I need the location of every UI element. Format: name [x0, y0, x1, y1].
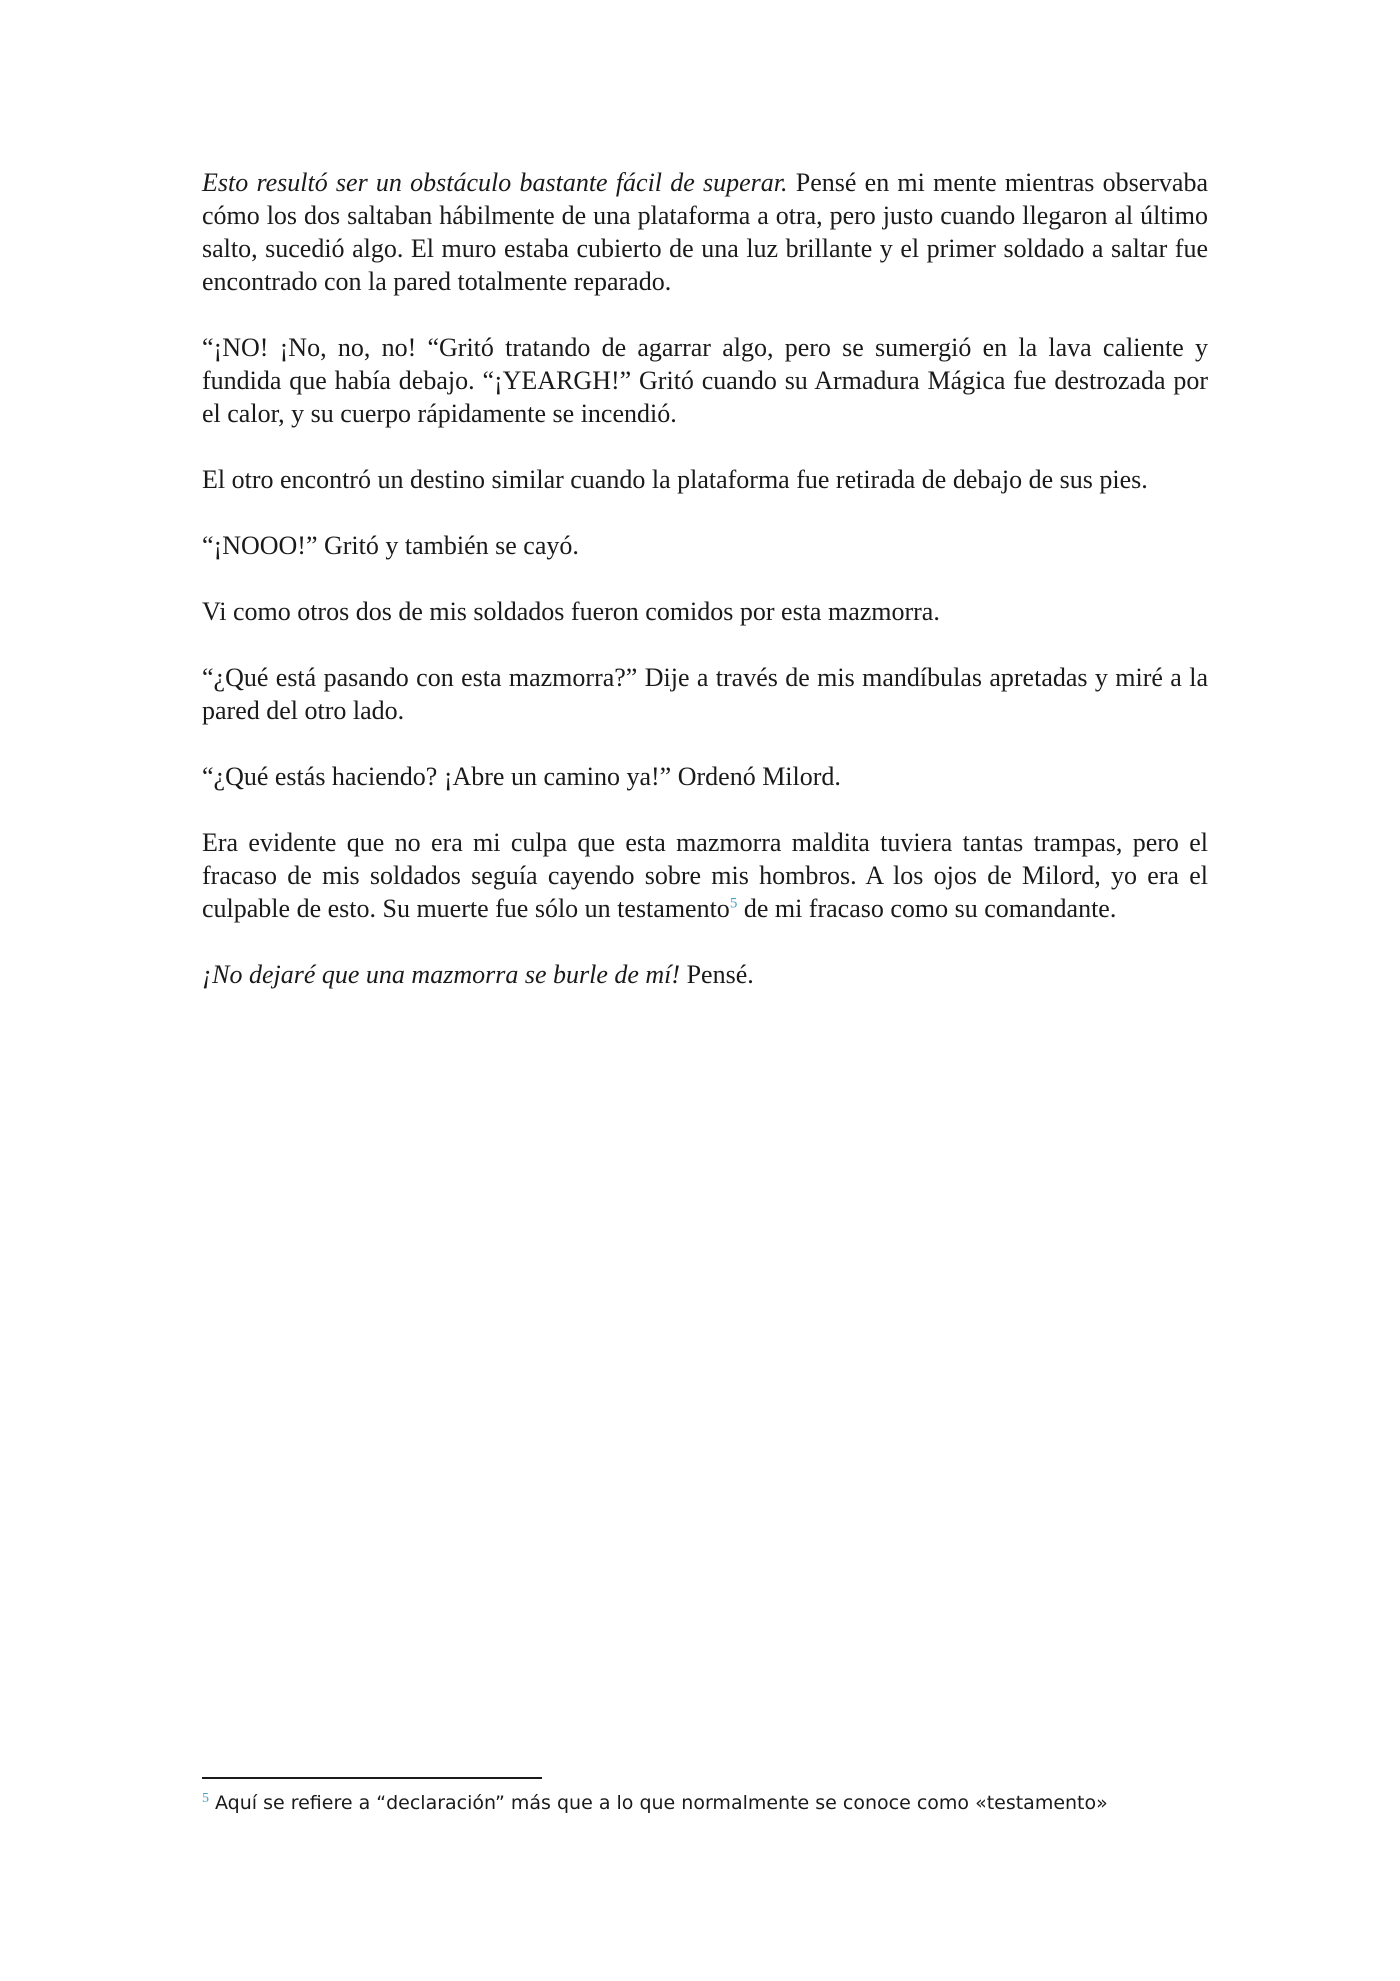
paragraph-text: “¡NOOO!” Gritó y también se cayó.: [202, 531, 579, 560]
paragraph-9: [202, 958, 1208, 991]
paragraph-text: “¿Qué estás haciendo? ¡Abre un camino ya!” Ordenó Milord.: [202, 762, 841, 791]
paragraph-text: “¡NO! ¡No, no, no! “Gritó tratando de agarrar algo, pero se sumergió en la lava caliente y fundida que había debajo. “¡YEARGH!” Gritó cuando su Armadura Mágica fue destrozada por el calor, y su cuerpo rápidamente se incendió.: [202, 333, 1208, 428]
footnote-text: Aquí se refiere a “declaración” más que a lo que normalmente se conoce como «testamento»: [215, 1792, 1108, 1814]
paragraph-2: [202, 331, 1208, 430]
footnote-reference[interactable]: 5: [729, 895, 738, 912]
paragraph-8: [202, 826, 1208, 925]
paragraph-text: “¿Qué está pasando con esta mazmorra?” Dije a través de mis mandíbulas apretadas y miré a la pared del otro lado.: [202, 663, 1208, 725]
footnote-mark: 5: [202, 1790, 209, 1806]
paragraph-text: Vi como otros dos de mis soldados fueron comidos por esta mazmorra.: [202, 597, 940, 626]
paragraph-7: [202, 760, 1208, 793]
body-text: [202, 166, 1208, 1024]
paragraph-6: [202, 661, 1208, 727]
paragraph-3: [202, 463, 1208, 496]
paragraph-4: [202, 529, 1208, 562]
paragraph-text: Pensé.: [680, 960, 754, 989]
paragraph-text: Pensé en mi mente mientras observaba cómo los dos saltaban hábilmente de una plataforma a otra, pero justo cuando llegaron al último salto, sucedió algo. El muro estaba cubierto de una luz brillante y el primer soldado a saltar fue encontrado con la pared totalmente reparado.: [202, 168, 1208, 296]
footnote-separator: [202, 1777, 542, 1779]
footnote: [202, 1790, 1208, 1816]
paragraph-1: [202, 166, 1208, 298]
paragraph-5: [202, 595, 1208, 628]
italic-thought: Esto resultó ser un obstáculo bastante fácil de superar.: [202, 168, 788, 197]
italic-thought: ¡No dejaré que una mazmorra se burle de mí!: [202, 960, 681, 989]
paragraph-text: Era evidente que no era mi culpa que esta mazmorra maldita tuviera tantas trampas, pero el fracaso de mis soldados seguía cayendo sobre mis hombros. A los ojos de Milord, yo era el culpable de esto. Su muerte fue sólo un testamento: [202, 828, 1208, 923]
paragraph-text: El otro encontró un destino similar cuando la plataforma fue retirada de debajo de sus pies.: [202, 465, 1148, 494]
paragraph-text: de mi fracaso como su comandante.: [737, 894, 1117, 923]
